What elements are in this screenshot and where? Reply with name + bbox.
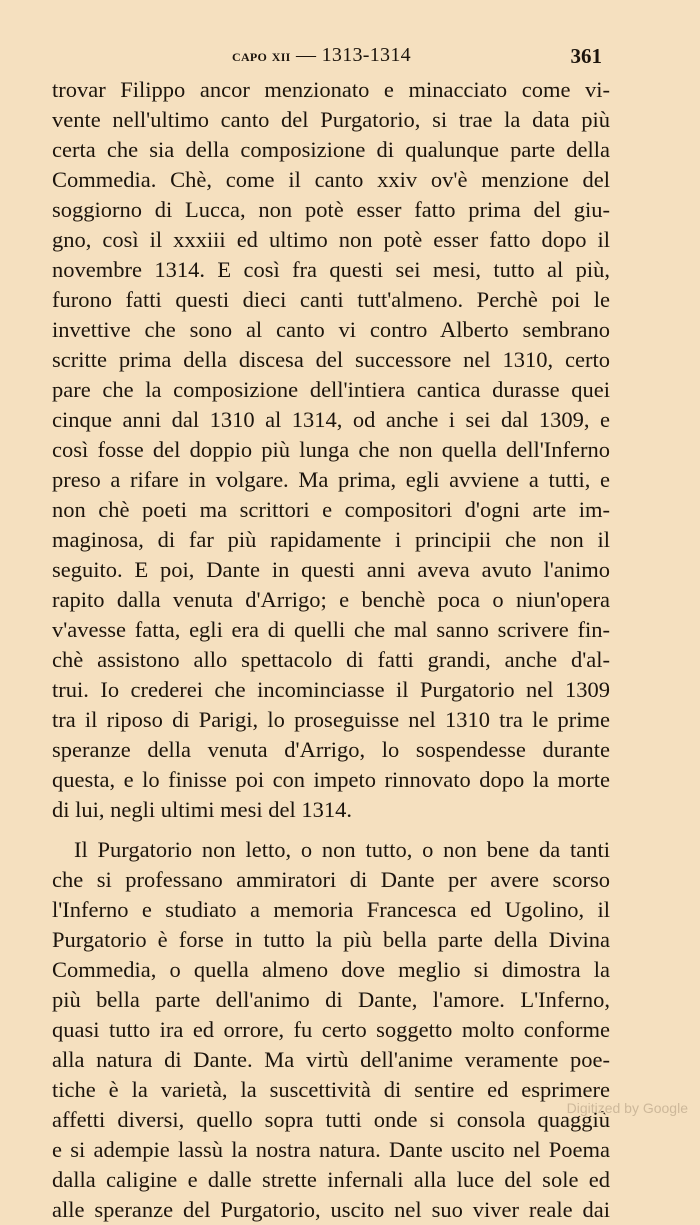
text-line: di lui, negli ultimi mesi del 1314. xyxy=(52,797,352,822)
text-line: v'avesse fatta, egli era di quelli che mal sanno scrivere fin- xyxy=(52,617,610,642)
text-line: alle speranze del Purgatorio, uscito nel suo viver reale dai xyxy=(52,1197,610,1222)
text-line: chè assistono allo spettacolo di fatti grandi, anche d'al- xyxy=(52,647,610,672)
text-line: preso a rifare in volgare. Ma prima, egli avviene a tutti, e xyxy=(52,467,610,492)
body-text xyxy=(52,75,610,1225)
text-line: dalla caligine e dalle strette infernali alla luce del sole ed xyxy=(52,1167,610,1192)
watermark: Digitized by Google xyxy=(566,1100,688,1116)
text-line: l'Inferno e studiato a memoria Francesca ed Ugolino, il xyxy=(52,897,610,922)
text-line: Purgatorio è forse in tutto la più bella parte della Divina xyxy=(52,927,610,952)
paragraph-gap xyxy=(52,825,610,835)
text-line: alla natura di Dante. Ma virtù dell'anime veramente poe- xyxy=(52,1047,610,1072)
text-line: rapito dalla venuta d'Arrigo; e benchè poca o niun'opera xyxy=(52,587,610,612)
text-line: e si adempie lassù la nostra natura. Dante uscito nel Poema xyxy=(52,1137,610,1162)
text-line: speranze della venuta d'Arrigo, lo sospendesse durante xyxy=(52,737,610,762)
header-separator: — xyxy=(295,44,317,66)
text-line: certa che sia della composizione di qualunque parte della xyxy=(52,137,610,162)
text-line: maginosa, di far più rapidamente i principii che non il xyxy=(52,527,610,552)
text-line: che si professano ammiratori di Dante per avere scorso xyxy=(52,867,610,892)
text-line: soggiorno di Lucca, non potè esser fatto prima del giu- xyxy=(52,197,610,222)
text-line: invettive che sono al canto vi contro Alberto sembrano xyxy=(52,317,610,342)
chapter-label: capo xii xyxy=(232,46,291,65)
text-line: trui. Io crederei che incominciasse il Purgatorio nel 1309 xyxy=(52,677,610,702)
text-line: gno, così il xxxiii ed ultimo non potè esser fatto dopo il xyxy=(52,227,610,252)
text-line: quasi tutto ira ed orrore, fu certo soggetto molto conforme xyxy=(52,1017,610,1042)
running-head xyxy=(232,44,411,67)
text-line: Il Purgatorio non letto, o non tutto, o non bene da tanti xyxy=(74,837,610,862)
text-line: trovar Filippo ancor menzionato e minacciato come vi- xyxy=(52,77,610,102)
text-line: vente nell'ultimo canto del Purgatorio, si trae la data più xyxy=(52,107,610,132)
page-header xyxy=(232,44,602,76)
text-line: più bella parte dell'animo di Dante, l'amore. L'Inferno, xyxy=(52,987,610,1012)
paragraph xyxy=(52,835,610,1225)
text-line: Commedia. Chè, come il canto xxiv ov'è menzione del xyxy=(52,167,610,192)
text-line: scritte prima della discesa del successore nel 1310, certo xyxy=(52,347,610,372)
text-line: questa, e lo finisse poi con impeto rinnovato dopo la morte xyxy=(52,767,610,792)
text-line: cinque anni dal 1310 al 1314, od anche i sei dal 1309, e xyxy=(52,407,610,432)
paragraph xyxy=(52,75,610,825)
text-line: così fosse del doppio più lunga che non quella dell'Inferno xyxy=(52,437,610,462)
text-line: novembre 1314. E così fra questi sei mesi, tutto al più, xyxy=(52,257,610,282)
text-line: affetti diversi, quello sopra tutti onde si consola quaggiù xyxy=(52,1107,610,1132)
text-line: seguito. E poi, Dante in questi anni aveva avuto l'animo xyxy=(52,557,610,582)
text-line: Commedia, o quella almeno dove meglio si dimostra la xyxy=(52,957,610,982)
page-number: 361 xyxy=(570,44,602,68)
text-line: pare che la composizione dell'intiera cantica durasse quei xyxy=(52,377,610,402)
text-line: furono fatti questi dieci canti tutt'almeno. Perchè poi le xyxy=(52,287,610,312)
text-line: non chè poeti ma scrittori e compositori d'ogni arte im- xyxy=(52,497,610,522)
text-line: tiche è la varietà, la suscettività di sentire ed esprimere xyxy=(52,1077,610,1102)
header-years: 1313-1314 xyxy=(321,44,411,66)
text-line: tra il riposo di Parigi, lo proseguisse nel 1310 tra le prime xyxy=(52,707,610,732)
